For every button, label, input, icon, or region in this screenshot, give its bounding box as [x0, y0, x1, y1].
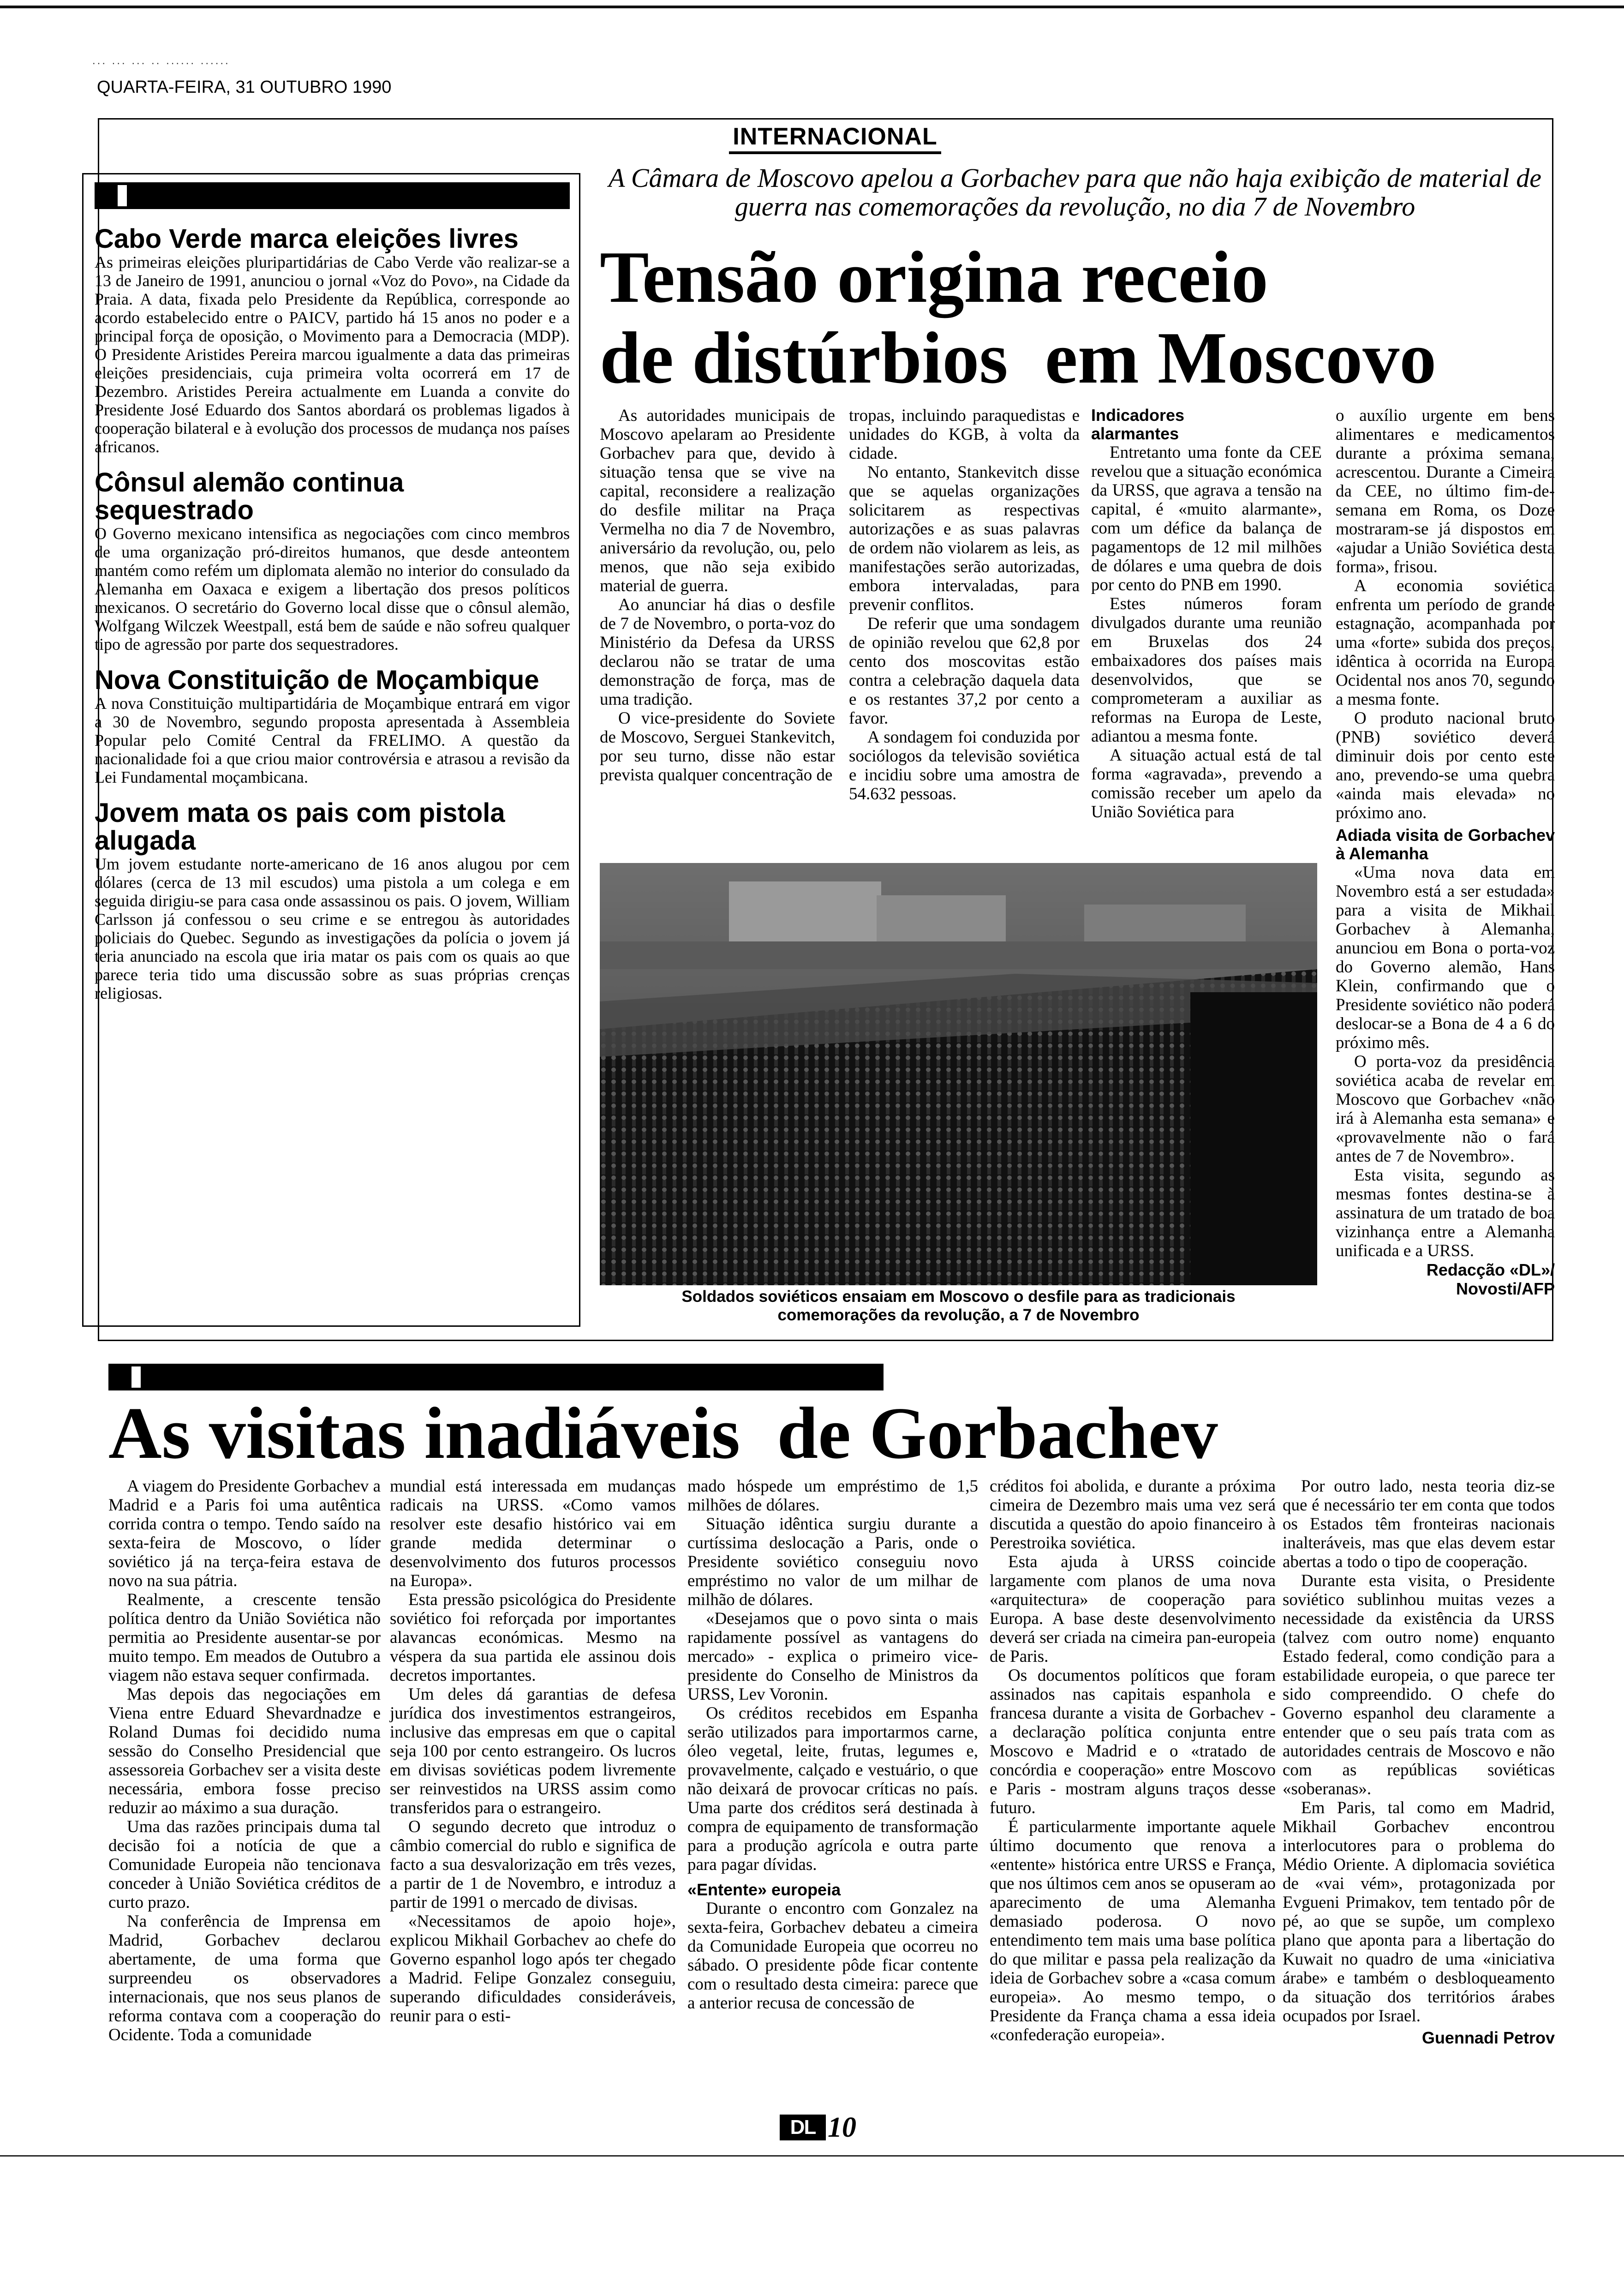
second-column-2: [390, 1477, 676, 2025]
paragraph: De referir que uma sondagem de opinião revelou que 62,8 por cento dos moscovitas estão contra a celebração daquela data e os restantes 37,2 por cento a favor.: [849, 614, 1080, 728]
paragraph: tropas, incluindo paraquedistas e unidades do KGB, à volta da cidade.: [849, 406, 1080, 463]
dl-logo: DL: [780, 2115, 826, 2140]
sidebar-article: [95, 666, 570, 786]
signature-line-1: Redacção «DL»/: [1426, 1260, 1555, 1279]
main-headline-line1: Tensão origina receio: [600, 236, 1268, 318]
second-column-1: [108, 1477, 381, 2044]
page-number: 10: [828, 2112, 856, 2143]
main-column-2: [849, 406, 1080, 803]
main-column-4: [1336, 406, 1555, 1298]
sidebar-article-body: O Governo mexicano intensifica as negociações com cinco membros de uma organização pró-direitos humanos, que desde anteontem mantém como refém um diplomata alemão no interior do consulado da Alemanha em Oaxaca e exigem a libertação dos presos políticos mexicanos. O secretário do Governo local disse que o cônsul alemão, Wolfgang Wilczek Weestpall, está bem de saúde e não sofreu qualquer tipo de agressão por parte dos sequestradores.: [95, 524, 570, 653]
paragraph: Um deles dá garantias de defesa jurídica dos investimentos estrangeiros, inclusive das empresas em que o capital seja 100 por cento estrangeiro. Os lucros em divisas soviéticas podem livremente ser reinvestidos na URSS assim como transferidos para o estrangeiro.: [390, 1685, 676, 1817]
paragraph: «Necessitamos de apoio hoje», explicou Mikhail Gorbachev ao chefe do Governo espanhol logo após ter chegado a Madrid. Felipe Gonzalez conseguiu, superando dificuldades consideráveis, reunir para o esti-: [390, 1912, 676, 2025]
second-column-5: [1283, 1477, 1555, 2047]
section-label: INTERNACIONAL: [729, 123, 941, 154]
paragraph: Situação idêntica surgiu durante a curtíssima deslocação a Paris, onde o Presidente soviético conseguiu novo empréstimo no valor de um milhar de milhão de dólares.: [687, 1515, 978, 1609]
sidebar-article-title: Cabo Verde marca eleições livres: [95, 224, 519, 254]
sidebar-article-body: As primeiras eleições pluripartidárias de Cabo Verde vão realizar-se a 13 de Janeiro de 1991, anunciou o jornal «Voz do Povo», na Cidade da Praia. A data, fixada pelo Presidente da República, corresponde ao acordo estabelecido entre o PAICV, partido há 15 anos no poder e a principal força de oposição, o Movimento para a Democracia (MDP). O Presidente Aristides Pereira marcou igualmente a data das primeiras eleições presidenciais, cuja primeira volta ocorrerá em 17 de Dezembro. Aristides Pereira actualmente em Luanda a convite do Presidente José Eduardo dos Santos abordará os problemas ligados à cooperação bilateral e à evolução dos processos de mudança nos países africanos.: [95, 253, 570, 456]
bottom-rule: [0, 2155, 1624, 2157]
paragraph: «Uma nova data em Novembro está a ser estudada» para a visita de Mikhail Gorbachev à Alemanha, anunciou em Bona o porta-voz do Governo alemão, Hans Klein, confirmando que o Presidente soviético não poderá deslocar-se a Bona de 4 a 6 do próximo mês.: [1336, 863, 1555, 1052]
page-date: QUARTA-FEIRA, 31 OUTUBRO 1990: [97, 78, 392, 97]
subhead: Adiada visita de Gorbachev à Alemanha: [1336, 826, 1555, 863]
paragraph: O produto nacional bruto (PNB) soviético deverá diminuir dois por cento este ano, prevendo-se uma quebra «ainda mais elevada» no próximo ano.: [1336, 709, 1555, 822]
paragraph: Realmente, a crescente tensão política dentro da União Soviética não permitia ao Presidente ausentar-se por muito tempo. Em meados de Outubro a viagem não estava sequer confirmada.: [108, 1590, 381, 1685]
signature-line-2: Novosti/AFP: [1456, 1279, 1555, 1298]
paragraph: A sondagem foi conduzida por sociólogos da televisão soviética e incidiu sobre uma amostra de 54.632 pessoas.: [849, 728, 1080, 803]
paragraph: mundial está interessada em mudanças radicais na URSS. «Como vamos resolver este desafio histórico vai em grande medida determinar o desenvolvimento dos futuros processos na Europa».: [390, 1477, 676, 1590]
paragraph: Uma das razões principais duma tal decisão foi a notícia de que a Comunidade Europeia não tencionava conceder à União Soviética créditos de curto prazo.: [108, 1817, 381, 1912]
second-article-bar: [108, 1364, 884, 1390]
main-kicker: A Câmara de Moscovo apelou a Gorbachev para que não haja exibição de material de guerra nas comemorações da revolução, no dia 7 de Novembro: [608, 163, 1542, 222]
subhead: «Entente» europeia: [687, 1880, 841, 1899]
photo-caption: [600, 1288, 1317, 1324]
paragraph: Esta ajuda à URSS coincide largamente com planos de uma nova «arquitectura» de cooperação para Europa. A base deste desenvolvimento deverá ser criada na cimeira pan-europeia de Paris.: [990, 1552, 1276, 1666]
paragraph: A viagem do Presidente Gorbachev a Madrid e a Paris foi uma autêntica corrida contra o tempo. Tendo saído na sexta-feira de Moscovo, o líder soviético já na terça-feira estava de novo na sua pátria.: [108, 1477, 381, 1590]
paragraph: Os créditos recebidos em Espanha serão utilizados para importarmos carne, óleo vegetal, leite, frutas, legumes e, provavelmente, calçado e vestuário, o que não deixará de provocar críticas no país. Uma parte dos créditos será destinada à compra de equipamento de transformação para a produção agrícola e outra parte para pagar dívidas.: [687, 1704, 978, 1874]
sidebar-article-body: A nova Constituição multipartidária de Moçambique entrará em vigor a 30 de Novembro, segundo proposta apresentada à Assembleia Popular pelo Comité Central da FRELIMO. A questão da nacionalidade foi a que criou maior controvérsia e atrasou a revisão da Lei Fundamental moçambicana.: [95, 694, 570, 786]
paragraph: Os documentos políticos que foram assinados nas capitais espanhola e francesa durante a visita de Gorbachev - a declaração política conjunta entre Moscovo e Madrid e o «tratado de concórdia e cooperação» entre Moscovo e Paris - mostram alguns traços desse futuro.: [990, 1666, 1276, 1817]
paragraph: Durante esta visita, o Presidente soviético sublinhou muitas vezes a necessidade da existência da URSS (talvez com outro nome) enquanto Estado federal, como condição para a estabilidade europeia, o que parece ter sido compreendido. O chefe do Governo espanhol deu claramente a entender que o seu país trata com as autoridades centrais de Moscovo e não com as repúblicas soviéticas «soberanas».: [1283, 1571, 1555, 1798]
photo-illustration: [600, 863, 1317, 1285]
sidebar-article-title: Jovem mata os pais com pistola alugada: [95, 798, 505, 856]
paragraph: As autoridades municipais de Moscovo apelaram ao Presidente Gorbachev para que, devido à situação tensa que se vive na capital, reconsidere a realização do desfile militar na Praça Vermelha no dia 7 de Novembro, aniversário da revolução, ou, pelo menos, que não seja exibido material de guerra.: [600, 406, 835, 595]
sidebar-article: [95, 225, 570, 456]
paragraph: Esta pressão psicológica do Presidente soviético foi reforçada por importantes alavancas económicas. Mesmo na véspera da sua partida ele assinou dois decretos importantes.: [390, 1590, 676, 1685]
page-footer: [780, 2113, 890, 2143]
main-column-1: [600, 406, 835, 785]
sidebar-article: [95, 799, 570, 1002]
photo-caption-line: Soldados soviéticos ensaiam em Moscovo o desfile para as tradicionais: [681, 1288, 1236, 1306]
paragraph: Na conferência de Imprensa em Madrid, Gorbachev declarou abertamente, de uma forma que surpreendeu os observadores internacionais, que nos seus planos de reforma contava com a cooperação do Ocidente. Toda a comunidade: [108, 1912, 381, 2044]
paragraph: O vice-presidente do Soviete de Moscovo, Serguei Stankevitch, por seu turno, disse não estar prevista qualquer concentração de: [600, 709, 835, 785]
paragraph: A situação actual está de tal forma «agravada», prevendo a comissão receber um apelo da União Soviética para: [1091, 746, 1322, 821]
subhead: Indicadores alarmantes: [1091, 406, 1185, 443]
second-column-4: [990, 1477, 1276, 2044]
paragraph: Entretanto uma fonte da CEE revelou que a situação económica da URSS, que agrava a tensão na capital, é «muito alarmante», com um défice da balança de pagamentops de 12 mil milhões de dólares e uma quebra de dois por cento do PNB em 1990.: [1091, 443, 1322, 594]
masthead-fragment: ... ... ... .. ...... ......: [92, 54, 230, 67]
photo-caption-line: comemorações da revolução, a 7 de Novembro: [777, 1306, 1140, 1324]
paragraph: Ao anunciar há dias o desfile de 7 de Novembro, o porta-voz do Ministério da Defesa da URSS declarou não se tratar de uma demonstração de força, mas de uma tradição.: [600, 595, 835, 709]
paragraph: No entanto, Stankevitch disse que se aquelas organizações solicitarem as respectivas autorizações e as suas palavras de ordem não violarem as leis, as manifestações serão autorizadas, embora intervaladas, para prevenir conflitos.: [849, 463, 1080, 614]
sidebar-article-title: Nova Constituição de Moçambique: [95, 665, 539, 695]
sidebar-article-body: Um jovem estudante norte-americano de 16 anos alugou por cem dólares (cerca de 13 mil escudos) uma pistola a um colega e em seguida dirigiu-se para casa onde assassinou os pais. O jovem, William Carlsson já confessou o seu crime e se entregou às autoridades policiais do Quebec. Segundo as investigações da polícia o jovem já teria anunciado na escola que iria matar os pais com os quais ao que parece teria tido uma discussão sobre as suas próprias crenças religiosas.: [95, 855, 570, 1002]
paragraph: Por outro lado, nesta teoria diz-se que é necessário ter em conta que todos os Estados têm fronteiras nacionais inalteráveis, mas que elas devem estar abertas a todo o tipo de cooperação.: [1283, 1477, 1555, 1571]
paragraph: Mas depois das negociações em Viena entre Eduard Shevardnadze e Roland Dumas foi decidido numa sessão do Conselho Presidencial que assessoreia Gorbachev ser a visita deste necessária, embora fosse preciso reduzir ao máximo a sua duração.: [108, 1685, 381, 1817]
second-column-3: [687, 1477, 978, 2013]
sidebar-article-title: Cônsul alemão continua sequestrado: [95, 467, 404, 525]
paragraph: O segundo decreto que introduz o câmbio comercial do rublo e significa de facto a sua desvalorização em três vezes, a partir de 1 de Novembro, e introduz a partir de 1991 o mercado de divisas.: [390, 1817, 676, 1912]
second-headline: As visitas inadiáveis de Gorbachev: [108, 1392, 1218, 1474]
paragraph: o auxílio urgente em bens alimentares e medicamentos durante a próxima semana, acrescentou. Durante a Cimeira da CEE, no último fim-de-semana em Roma, os Doze mostraram-se já dispostos em «ajudar a União Soviética desta forma», frisou.: [1336, 406, 1555, 576]
paragraph: Esta visita, segundo as mesmas fontes destina-se à assinatura de um tratado de boa vizinhança entre a Alemanha unificada e a URSS.: [1336, 1166, 1555, 1260]
paragraph: mado hóspede um empréstimo de 1,5 milhões de dólares.: [687, 1477, 978, 1515]
paragraph: É particularmente importante aquele último documento que renova a «entente» histórica entre URSS e França, que nos últimos cem anos se opuseram ao aparecimento de uma Alemanha demasiado poderosa. O novo entendimento tem mais uma base política do que militar e passa pela realização da ideia de Gorbachev sobre a «casa comum europeia». Ao mesmo tempo, o Presidente da França chama a essa ideia «confederação europeia».: [990, 1817, 1276, 2044]
paragraph: O porta-voz da presidência soviética acaba de revelar em Moscovo que Gorbachev «não irá à Alemanha esta semana» e «provavelmente não o fará antes de 7 de Novembro».: [1336, 1052, 1555, 1166]
paragraph: Em Paris, tal como em Madrid, Mikhail Gorbachev encontrou interlocutores para o problema do Médio Oriente. A diplomacia soviética de «vai vém», protagonizada por Evgueni Primakov, tem tentado pôr de pé, ao que se supõe, um complexo plano que aponta para a libertação do Kuwait no quadro de uma «iniciativa árabe» e também o desbloqueamento da situação dos territórios árabes ocupados por Israel.: [1283, 1798, 1555, 2025]
paragraph: «Desejamos que o povo sinta o mais rapidamente possível as vantagens do mercado» - explica o primeiro vice-presidente do Conselho de Ministros da URSS, Lev Voronin.: [687, 1609, 978, 1704]
paragraph: Durante o encontro com Gonzalez na sexta-feira, Gorbachev debateu a cimeira da Comunidade Europeia que ocorreu no sábado. O presidente pôde ficar contente com o resultado desta cimeira: parece que a anterior recusa de concessão de: [687, 1899, 978, 2013]
paragraph: A economia soviética enfrenta um período de grande estagnação, acompanhada por uma «forte» subida dos preços, idêntica à ocorrida na Europa Ocidental nos anos 70, segundo a mesma fonte.: [1336, 576, 1555, 709]
main-column-3: [1091, 406, 1322, 821]
sidebar-articles: [95, 225, 570, 1002]
sidebar-article: [95, 469, 570, 653]
paragraph: créditos foi abolida, e durante a próxima cimeira de Dezembro mais uma vez será discutida a questão do apoio financeiro à Perestroika soviética.: [990, 1477, 1276, 1552]
signature: Guennadi Petrov: [1421, 2028, 1555, 2047]
soldiers-photo: [600, 863, 1317, 1285]
top-rule: [0, 6, 1624, 8]
sidebar-bar: [95, 182, 570, 209]
main-headline-line2: de distúrbios em Moscovo: [600, 317, 1437, 399]
paragraph: Estes números foram divulgados durante uma reunião em Bruxelas dos 24 embaixadores dos países mais desenvolvidos, que se comprometeram a auxiliar as reformas na Europa de Leste, adiantou a mesma fonte.: [1091, 594, 1322, 746]
